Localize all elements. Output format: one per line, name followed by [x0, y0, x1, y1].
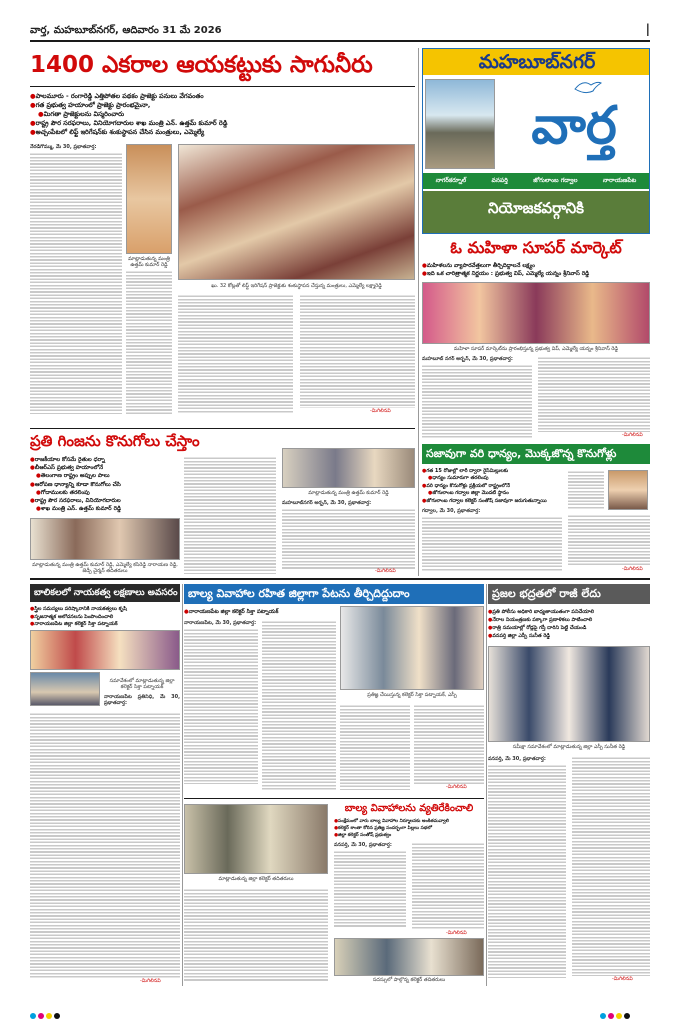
story-1-bullet: ● గత ప్రభుత్వ హయాంలో ప్రాజెక్టు ప్రారంభమైనా, — [30, 101, 415, 110]
story-1-body-col1 — [30, 144, 122, 414]
story-3-bullet: ● బీఆర్ఎస్ ప్రభుత్వ హయాంలోనే — [30, 464, 180, 472]
story-8-photo — [488, 646, 650, 742]
black-dot — [624, 1013, 630, 1019]
story-4-portrait — [608, 470, 648, 510]
story-1-body-col2 — [126, 270, 172, 414]
story-8-end: -మిగిలినవి — [612, 976, 633, 982]
black-dot — [54, 1013, 60, 1019]
story-8-bullet: ● వనపర్తి జిల్లా ఎస్పీ సునీత రెడ్డి — [488, 632, 650, 640]
story-6 — [184, 584, 484, 796]
dove-icon — [573, 77, 603, 97]
story-6-body-col2 — [262, 620, 336, 790]
story-7-end: -మిగిలినవి — [446, 930, 467, 936]
story-3-body-col2 — [282, 500, 415, 574]
story-7-bullets — [334, 818, 484, 839]
story-5-bullet: ● స్త్రీల సమస్యలు పరిష్కారానికి నాయకత్వలు కృషి — [30, 606, 180, 614]
story-6-lower-caption: మాట్లాడుతున్న జిల్లా కలెక్టర్ తదితరులు — [218, 876, 294, 882]
story-2-photo-caption: మహిళా సూపర్ మార్కెట్‌ను ప్రారంభిస్తున్న ప్రభుత్వ విప్, ఎమ్మెల్యే యన్నం శ్రీనివాస్ రెడ్డి — [453, 346, 619, 352]
story-5-headline: బాలికలలో నాయకత్వ లక్షణాలు అవసరం — [30, 584, 180, 602]
story-8 — [488, 584, 650, 986]
story-1-photo — [178, 144, 415, 280]
story-2-dateline: మహబూబ్ నగర్ అర్బన్, మే 30, ప్రభాతవార్త: — [422, 356, 513, 362]
story-4-body-col2 — [568, 514, 650, 566]
story-5-photo-1 — [30, 630, 180, 670]
story-3-bullet: ● రాజకీయాల కోసమే రైతుల ధర్నా — [30, 456, 180, 464]
story-2-bullet: ● మహిళలను వ్యాపారవేత్తలుగా తీర్చిదిద్దాలనే లక్ష్యం — [422, 262, 650, 270]
story-4-bullet: ● జోగులాంబ గద్వాల కలెక్టర్ సంతోష్ సజావుగా జరుగుతున్నాయి — [422, 498, 562, 505]
brand-subregions — [423, 173, 649, 189]
story-8-body-col2 — [572, 756, 650, 976]
story-3-headline: ప్రతి గింజను కొనుగోలు చేస్తాం — [30, 432, 200, 450]
subregion-label: వనపర్తి — [491, 177, 508, 184]
story-7-photo — [334, 938, 484, 976]
story-4-end: -మిగిలినవి — [622, 566, 643, 572]
story-5-photo-caption: సమావేశంలో మాట్లాడుతున్న జిల్లా కలెక్టర్ సిక్తా పట్నాయక్ — [109, 678, 175, 690]
story-3-bullet: ● శాఖ మంత్రి ఎన్. ఉత్తమ్ కుమార్ రెడ్డి — [30, 505, 180, 513]
story-1-end: -మిగిలినవి — [370, 408, 391, 414]
story-1-portrait — [126, 144, 172, 254]
story-3 — [30, 428, 415, 576]
story-3-body-col1 — [184, 456, 276, 574]
story-7 — [184, 798, 484, 986]
story-1-bullet: ● అచ్చంపేటలో లిఫ్ట్ ఇరిగేషన్‌కు శంకుస్థాపన చేసిన మంత్రులు, ఎమ్మెల్యే — [30, 128, 415, 137]
brand-block — [422, 48, 650, 234]
story-8-bullet: ● నేరాల నియంత్రణకు పక్కాగా ప్రణాళికలు పాటించాలి — [488, 616, 650, 624]
story-2-bullet: ● ఇది ఒక చారిత్రాత్మక నిర్ణయం : ప్రభుత్వ విప్, ఎమ్మెల్యే యన్నం శ్రీనివాస్ రెడ్డి — [422, 270, 650, 278]
story-8-dateline: వనపర్తి, మే 30, ప్రభాతవార్త: — [488, 756, 546, 762]
brand-dam-photo — [425, 79, 495, 169]
story-3-bullet: ● గోదాములకు తరలింపు — [30, 489, 180, 497]
brand-district-band — [423, 49, 649, 75]
story-1-portrait-caption: మాట్లాడుతున్న మంత్రి ఉత్తమ్ కుమార్ రెడ్డి — [128, 256, 170, 268]
story-4-bullet: ● గత 15 రోజుల్లో లారీ ద్వారా రైస్‌మిల్లులకు — [422, 468, 562, 475]
story-5-dateline: నారాయణపేట ప్రతినిధి, మే 30, ప్రభాతవార్త: — [104, 694, 180, 707]
story-1-bullet: ● రాష్ట్ర పౌర సరఫరాలు, వినియోగదారుల శాఖ మంత్రి ఎన్. ఉత్తమ్ కుమార్ రెడ్డి — [30, 119, 415, 128]
story-4 — [422, 444, 650, 574]
subregion-label: జోగులాంబ గద్వాల — [533, 177, 578, 184]
story-3-bullets — [30, 456, 180, 513]
story-7-bullet: ● జిల్లా కలెక్టర్ సంతోష్ ప్రభుత్వం — [334, 832, 484, 839]
story-5 — [30, 584, 180, 986]
story-6-bullets — [184, 608, 334, 616]
story-4-bullet: ● వరి ధాన్యం కొనుగోళ్లు ప్రక్రియలో రాష్ట్రంలోనే — [422, 483, 562, 490]
story-3-photo-caption: మాట్లాడుతున్న మంత్రి ఉత్తమ్ కుమార్ రెడ్డి, ఎమ్మెల్యే కసిరెడ్డి నారాయణ రెడ్డి, జెడ్పీ చైర్మన్ తదితరులు — [32, 562, 178, 574]
story-4-bullet: ● జోగులాంబ గద్వాల జిల్లా మొదటి స్థానం — [422, 490, 562, 497]
story-4-body-col1 — [422, 508, 562, 572]
story-3-side-photo — [282, 448, 415, 488]
masthead — [30, 22, 650, 38]
story-5-bullet: ● నారాయణపేట జిల్లా కలెక్టర్ సిక్తా పట్నాయక్ — [30, 621, 180, 629]
story-2-headline: ఓ మహిళా సూపర్ మార్కెట్ — [450, 238, 622, 257]
story-5-end: -మిగిలినవి — [140, 978, 161, 984]
story-3-dateline: మహబూబ్‌నగర్ అర్బన్, మే 30, ప్రభాతవార్త: — [282, 500, 372, 506]
story-6-end: -మిగిలినవి — [446, 784, 467, 790]
story-5-photo-2 — [30, 672, 100, 706]
story-1-body-col4 — [300, 294, 415, 408]
story-1-rule — [30, 86, 415, 87]
story-1-body-col3 — [178, 294, 293, 414]
story-3-end: -మిగిలినవి — [375, 568, 396, 574]
story-2-body-col2 — [538, 356, 650, 432]
story-4-headline: సజావుగా వరి ధాన్యం, మొక్కజొన్న కొనుగోళ్లు — [426, 447, 617, 460]
story-4-bullets — [422, 468, 562, 505]
magenta-dot — [38, 1013, 44, 1019]
story-5-body — [30, 712, 180, 978]
story-5-bullets — [30, 606, 180, 629]
yellow-dot — [616, 1013, 622, 1019]
story-8-bullets — [488, 608, 650, 640]
story-7-bullet: ● సంక్షేమంలో వారు బాల్య వివాహాల నిర్మూలనకు అంకితమవ్వాలి — [334, 818, 484, 825]
mid-rule — [30, 578, 650, 580]
story-3-photo — [30, 518, 180, 560]
brand-constituency: నియోజకవర్గానికి — [487, 199, 585, 217]
story-8-headline: ప్రజల భద్రతలో రాజీ లేదు — [488, 584, 650, 604]
registration-marks-right — [600, 1004, 632, 1023]
story-1-photo-caption: ఖు. 32 కోట్లతో లిఫ్ట్ ఇరిగేషన్ ప్రాజెక్టుకు శంకుస్థాపన చేస్తున్న మంత్రులు, ఎమ్మెల్యే లక్ష్మారెడ్డి — [211, 283, 382, 289]
story-2-photo — [422, 282, 650, 344]
story-4-dateline: గద్వాల, మే 30, ప్రభాతవార్త: — [422, 508, 481, 514]
story-1-bullets — [30, 92, 415, 137]
story-4-body-col0 — [568, 470, 604, 510]
story-6-dateline: నారాయణపేట, మే 30, ప్రభాతవార్త: — [184, 620, 257, 626]
brand-paper-logo: వార్త — [531, 96, 617, 156]
story-7-headline: బాల్య వివాహాలను వ్యతిరేకించాలి — [344, 803, 474, 814]
story-7-left-body — [184, 888, 328, 982]
top-rule — [30, 40, 650, 42]
yellow-dot — [46, 1013, 52, 1019]
story-8-photo-caption: సమీక్షా సమావేశంలో మాట్లాడుతున్న జిల్లా ఎస్పీ సునీత రెడ్డి — [512, 744, 626, 750]
story-8-body-col1 — [488, 756, 566, 982]
story-7-dateline: వనపర్తి, మే 30, ప్రభాతవార్త: — [334, 842, 392, 848]
subregion-label: నారాయణపేట — [602, 177, 637, 184]
story-8-bullet: ● ప్రతి పోలీసు అధికారి బాధ్యతాయుతంగా పనిచేయాలి — [488, 608, 650, 616]
story-6-headline: బాల్య వివాహాల రహిత జిల్లాగా పేటను తీర్చిదిద్దుదాం — [184, 584, 484, 604]
story-7-body-col1 — [334, 842, 406, 930]
story-3-side-caption: మాట్లాడుతున్న మంత్రి ఉత్తమ్ కుమార్ రెడ్డి — [308, 490, 389, 496]
story-7-photo-caption: సదస్సులో పాల్గొన్న కలెక్టర్ తదితరులు — [372, 977, 446, 983]
subregion-label: నాగర్‌కర్నూల్ — [435, 177, 467, 184]
story-1-bullet: ● మిగతా ప్రాజెక్టులను విస్మరించారు — [30, 110, 415, 119]
story-6-lower-photo — [184, 804, 328, 874]
story-1-headline: 1400 ఎకరాల ఆయకట్టుకు సాగునీరు — [30, 52, 373, 78]
cyan-dot — [600, 1013, 606, 1019]
story-2-bullets — [422, 262, 650, 278]
story-6-body-col3 — [340, 704, 410, 790]
story-6-bullet: ● నారాయణపేట జిల్లా కలెక్టర్ సిక్తా పట్నాయక్ — [184, 608, 334, 616]
cyan-dot — [30, 1013, 36, 1019]
story-6-photo — [340, 606, 484, 690]
brand-constituency-band — [423, 191, 649, 233]
story-2 — [422, 238, 650, 440]
story-1 — [30, 48, 415, 418]
page-mark: | — [645, 22, 650, 36]
story-7-bullet: ● కలెక్టర్ శాంతా కోరిన ప్రతిజ్ఞ సందర్భంగా పిల్లలు సభలో — [334, 825, 484, 832]
story-5-bullet: ● సృజనాత్మక ఆలోచనలను పెంపొందించాలి — [30, 614, 180, 622]
masthead-line: వార్త, మహబూబ్‌నగర్, ఆదివారం 31 మే 2026 — [30, 25, 222, 36]
magenta-dot — [608, 1013, 614, 1019]
brand-district: మహబూబ్‌నగర్ — [478, 51, 596, 73]
story-7-body-col2 — [412, 842, 484, 930]
story-1-dateline: నేరడిగొమ్ము, మే 30, ప్రభాతవార్త: — [30, 144, 97, 150]
registration-marks-left — [30, 1004, 62, 1023]
story-4-bullet: ● ధాన్యం సుమారుగా తరలింపు — [422, 475, 562, 482]
story-5-dateline-box — [104, 694, 180, 708]
story-3-bullet: ● రాష్ట్ర పౌర సరఫరాలు, వినియోగదారుల — [30, 497, 180, 505]
story-8-bullet: ● రాత్రి సమయాల్లో రోడ్లపై గస్తీ దారిని పెట్టి చేయండి — [488, 624, 650, 632]
story-2-end: -మిగిలినవి — [622, 432, 643, 438]
story-2-body-col1 — [422, 356, 532, 438]
story-6-photo-caption: ప్రతిజ్ఞ చేయిస్తున్న కలెక్టర్ సిక్తా పట్నాయక్, ఎస్పీ — [367, 692, 457, 698]
story-6-body-col4 — [414, 704, 484, 784]
story-6-body-col1 — [184, 620, 258, 790]
story-1-bullet: ● పాలమూరు - రంగారెడ్డి ఎత్తిపోతల పథకం ప్రాజెక్టు పనులు వేగవంతం — [30, 92, 415, 101]
story-3-bullet: ● తెలంగాణ రాష్ట్రం అప్పుల పాలు — [30, 472, 180, 480]
story-3-bullet: ● ఆరోపణ ధాన్యాన్ని కూడా కొనుగోలు చేసి — [30, 481, 180, 489]
